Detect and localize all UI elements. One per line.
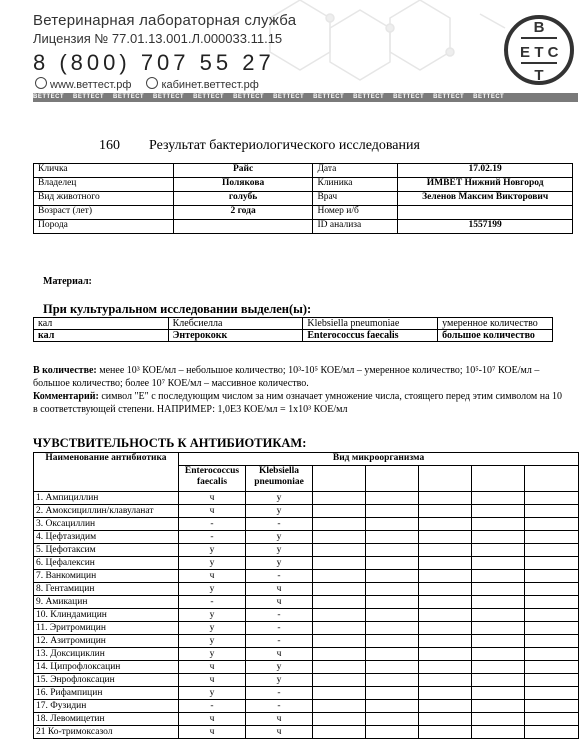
sensitivity-value: у xyxy=(179,635,246,648)
empty-cell xyxy=(366,518,419,531)
table-row xyxy=(34,505,579,518)
sensitivity-value: у xyxy=(179,648,246,661)
empty-cell xyxy=(419,726,472,739)
strip-word: ВЕТТЕСТ xyxy=(473,94,505,100)
strip-word: ВЕТТЕСТ xyxy=(273,94,305,100)
letterhead xyxy=(0,0,586,104)
table-header-row xyxy=(34,453,579,466)
species-value: голубь xyxy=(173,192,313,206)
empty-cell xyxy=(472,596,525,609)
antibiotic-name-header: Наименование антибиотика xyxy=(34,453,179,492)
sensitivity-value: - xyxy=(179,531,246,544)
document-title xyxy=(99,138,420,154)
nickname-value: Райс xyxy=(173,164,313,178)
antibiotic-name: 6. Цефалексин xyxy=(34,557,179,570)
table-row xyxy=(34,330,553,342)
document-number: 160 xyxy=(99,138,120,153)
strip-word: ВЕТТЕСТ xyxy=(153,94,185,100)
sensitivity-value: ч xyxy=(179,505,246,518)
empty-cell xyxy=(525,648,579,661)
antibiotic-name: 1. Ампициллин xyxy=(34,492,179,505)
sensitivity-heading: ЧУВСТВИТЕЛЬНОСТЬ К АНТИБИОТИКАМ: xyxy=(33,436,307,450)
empty-cell xyxy=(313,583,366,596)
sensitivity-value: ч xyxy=(246,583,313,596)
empty-cell xyxy=(313,661,366,674)
empty-cell xyxy=(472,505,525,518)
antibiotic-name: 7. Ванкомицин xyxy=(34,570,179,583)
empty-cell xyxy=(472,687,525,700)
antibiotic-name: 16. Рифампицин xyxy=(34,687,179,700)
antibiotic-name: 8. Гентамицин xyxy=(34,583,179,596)
organism-header: Klebsiella pneumoniae xyxy=(246,466,313,492)
sensitivity-value: у xyxy=(179,557,246,570)
lab-service-title: Ветеринарная лабораторная служба xyxy=(33,12,297,29)
age-value: 2 года xyxy=(173,206,313,220)
sensitivity-value: - xyxy=(246,700,313,713)
isolated-organism: Энтерококк xyxy=(168,330,303,342)
empty-cell xyxy=(366,726,419,739)
table-row xyxy=(34,661,579,674)
strip-word: ВЕТТЕСТ xyxy=(433,94,465,100)
table-row xyxy=(34,700,579,713)
owner-value: Полякова xyxy=(173,178,313,192)
empty-cell xyxy=(313,622,366,635)
empty-cell xyxy=(472,648,525,661)
sensitivity-value: у xyxy=(179,687,246,700)
sensitivity-value: у xyxy=(179,583,246,596)
quantity-text: менее 10³ КОЕ/мл – небольшое количество; 10³-10⁵ КОЕ/мл – умеренное количество; 10⁵-10⁷ КОЕ/мл – большое количество; более 10⁷ КОЕ/мл – массивное количество. xyxy=(33,365,540,389)
sensitivity-value: - xyxy=(179,596,246,609)
empty-cell xyxy=(313,609,366,622)
globe-icon xyxy=(35,77,47,89)
table-row xyxy=(34,713,579,726)
empty-cell xyxy=(525,544,579,557)
cabinet-link[interactable]: кабинет.веттест.рф xyxy=(161,79,259,91)
empty-cell xyxy=(525,609,579,622)
empty-cell xyxy=(472,557,525,570)
quantity-note xyxy=(33,364,563,416)
strip-word: ВЕТТЕСТ xyxy=(73,94,105,100)
empty-cell xyxy=(419,648,472,661)
sensitivity-value: у xyxy=(246,505,313,518)
empty-cell xyxy=(313,557,366,570)
vettest-logo xyxy=(503,8,575,92)
empty-cell xyxy=(313,492,366,505)
empty-cell xyxy=(472,570,525,583)
empty-cell xyxy=(313,713,366,726)
empty-cell xyxy=(313,687,366,700)
empty-cell xyxy=(313,505,366,518)
sensitivity-value: ч xyxy=(179,726,246,739)
card-label: Номер и/б xyxy=(313,206,398,220)
comment-text: символ "E" с последующим числом за ним означает умножение числа, стоящего перед этим символом на 10 в соответствующей степени. НАПРИМЕР: 1,0E3 КОЕ/мл = 1x10³ КОЕ/мл xyxy=(33,391,563,415)
antibiotic-name: 17. Фузидин xyxy=(34,700,179,713)
table-row xyxy=(34,318,553,330)
table-row xyxy=(34,192,573,206)
sensitivity-value: у xyxy=(179,544,246,557)
breed-value xyxy=(173,220,313,234)
empty-cell xyxy=(366,687,419,700)
table-row xyxy=(34,178,573,192)
age-label: Возраст (лет) xyxy=(34,206,174,220)
brand-strip xyxy=(33,93,578,102)
site-link[interactable]: www.веттест.рф xyxy=(50,79,132,91)
antibiotic-name: 12. Азитромицин xyxy=(34,635,179,648)
license-number: Лицензия № 77.01.13.001.Л.000033.11.15 xyxy=(33,31,283,46)
empty-cell xyxy=(525,518,579,531)
empty-cell xyxy=(525,687,579,700)
antibiotic-name: 3. Оксациллин xyxy=(34,518,179,531)
strip-word: ВЕТТЕСТ xyxy=(113,94,145,100)
clinic-label: Клиника xyxy=(313,178,398,192)
empty-cell xyxy=(472,661,525,674)
antibiotic-name: 2. Амоксициллин/клавуланат xyxy=(34,505,179,518)
empty-cell xyxy=(472,674,525,687)
date-label: Дата xyxy=(313,164,398,178)
empty-cell xyxy=(472,609,525,622)
empty-cell xyxy=(472,635,525,648)
sensitivity-value: у xyxy=(246,544,313,557)
comment-label: Комментарий: xyxy=(33,391,99,402)
empty-cell xyxy=(419,674,472,687)
empty-cell xyxy=(472,531,525,544)
sensitivity-value: у xyxy=(246,674,313,687)
isolated-material: кал xyxy=(34,330,169,342)
sensitivity-value: у xyxy=(246,557,313,570)
table-row xyxy=(34,206,573,220)
table-row xyxy=(34,687,579,700)
empty-cell xyxy=(366,700,419,713)
doctor-value: Зеленов Максим Викторович xyxy=(398,192,573,206)
quantity-label: В количестве: xyxy=(33,365,97,376)
antibiotic-name: 13. Доксициклин xyxy=(34,648,179,661)
table-row xyxy=(34,544,579,557)
isolated-amount: умеренное количество xyxy=(438,318,553,330)
organism-header: Enterococcus faecalis xyxy=(179,466,246,492)
sensitivity-value: ч xyxy=(246,726,313,739)
strip-word: ВЕТТЕСТ xyxy=(233,94,265,100)
strip-word: ВЕТТЕСТ xyxy=(313,94,345,100)
card-value xyxy=(398,206,573,220)
empty-cell xyxy=(419,505,472,518)
empty-cell xyxy=(525,583,579,596)
empty-cell xyxy=(419,583,472,596)
antibiotic-name: 21 Ко-тримоксазол xyxy=(34,726,179,739)
isolated-table xyxy=(33,317,553,342)
svg-text:Т: Т xyxy=(534,44,544,61)
empty-cell xyxy=(313,544,366,557)
material-label: Материал: xyxy=(43,276,92,287)
empty-cell xyxy=(472,518,525,531)
table-row xyxy=(34,648,579,661)
svg-text:Е: Е xyxy=(519,44,531,61)
table-row xyxy=(34,492,579,505)
empty-cell xyxy=(525,713,579,726)
svg-text:Т: Т xyxy=(534,67,544,84)
empty-cell xyxy=(525,570,579,583)
empty-cell xyxy=(419,557,472,570)
table-row xyxy=(34,557,579,570)
empty-cell xyxy=(313,700,366,713)
empty-cell xyxy=(366,635,419,648)
sensitivity-value: - xyxy=(246,635,313,648)
antibiotic-name: 11. Эритромицин xyxy=(34,622,179,635)
sensitivity-value: - xyxy=(246,518,313,531)
empty-cell xyxy=(366,557,419,570)
empty-cell xyxy=(366,583,419,596)
empty-cell xyxy=(419,622,472,635)
analysis-id-value: 1557199 xyxy=(398,220,573,234)
table-row xyxy=(34,570,579,583)
strip-word: ВЕТТЕСТ xyxy=(393,94,425,100)
empty-cell xyxy=(419,635,472,648)
date-value: 17.02.19 xyxy=(398,164,573,178)
empty-cell xyxy=(419,713,472,726)
sensitivity-value: у xyxy=(179,622,246,635)
phone-number: 8 (800) 707 55 27 xyxy=(33,50,275,75)
empty-cell xyxy=(525,505,579,518)
strip-word: ВЕТТЕСТ xyxy=(193,94,225,100)
empty-cell xyxy=(472,713,525,726)
empty-cell xyxy=(419,531,472,544)
empty-cell xyxy=(366,713,419,726)
sensitivity-value: ч xyxy=(246,648,313,661)
empty-cell xyxy=(313,596,366,609)
sensitivity-value: у xyxy=(246,531,313,544)
sensitivity-value: ч xyxy=(246,596,313,609)
sensitivity-value: - xyxy=(179,700,246,713)
empty-cell xyxy=(366,622,419,635)
isolated-latin: Klebsiella pneumoniae xyxy=(303,318,438,330)
empty-cell xyxy=(366,505,419,518)
organism-group-header: Вид микроорганизма xyxy=(179,453,579,466)
table-row xyxy=(34,220,573,234)
sensitivity-value: ч xyxy=(179,674,246,687)
contact-links xyxy=(35,77,259,91)
empty-cell xyxy=(472,583,525,596)
empty-cell xyxy=(313,635,366,648)
empty-cell xyxy=(525,661,579,674)
sensitivity-table xyxy=(33,452,579,739)
isolated-heading: При культуральном исследовании выделен(ы): xyxy=(43,302,312,316)
isolated-amount: большое количество xyxy=(438,330,553,342)
empty-cell xyxy=(525,674,579,687)
table-row xyxy=(34,726,579,739)
empty-cell xyxy=(313,674,366,687)
sensitivity-value: ч xyxy=(179,661,246,674)
empty-cell xyxy=(525,635,579,648)
isolated-latin: Enterococcus faecalis xyxy=(303,330,438,342)
antibiotic-name: 14. Ципрофлоксацин xyxy=(34,661,179,674)
patient-info-table xyxy=(33,163,573,234)
table-row xyxy=(34,164,573,178)
sensitivity-value: у xyxy=(246,661,313,674)
empty-cell xyxy=(525,622,579,635)
empty-cell xyxy=(472,700,525,713)
table-row xyxy=(34,622,579,635)
table-row xyxy=(34,674,579,687)
empty-cell xyxy=(525,726,579,739)
strip-word: ВЕТТЕСТ xyxy=(33,94,65,100)
empty-cell xyxy=(419,687,472,700)
antibiotic-name: 4. Цефтазидим xyxy=(34,531,179,544)
empty-cell xyxy=(419,492,472,505)
antibiotic-name: 10. Клиндамицин xyxy=(34,609,179,622)
clinic-value: ИМВЕТ Нижний Новгород xyxy=(398,178,573,192)
sensitivity-value: у xyxy=(246,492,313,505)
empty-cell xyxy=(472,726,525,739)
sensitivity-value: у xyxy=(179,609,246,622)
empty-cell xyxy=(419,661,472,674)
user-icon xyxy=(146,77,158,89)
sensitivity-value: ч xyxy=(179,713,246,726)
empty-cell xyxy=(366,648,419,661)
empty-cell xyxy=(525,492,579,505)
table-row xyxy=(34,609,579,622)
breed-label: Порода xyxy=(34,220,174,234)
empty-cell xyxy=(366,544,419,557)
empty-cell xyxy=(525,531,579,544)
antibiotic-name: 15. Энрофлоксацин xyxy=(34,674,179,687)
empty-cell xyxy=(366,596,419,609)
table-row xyxy=(34,583,579,596)
table-row xyxy=(34,635,579,648)
empty-cell xyxy=(472,544,525,557)
empty-cell xyxy=(525,596,579,609)
empty-cell xyxy=(366,570,419,583)
empty-cell xyxy=(419,609,472,622)
empty-cell xyxy=(472,622,525,635)
sensitivity-value: ч xyxy=(179,570,246,583)
empty-cell xyxy=(419,544,472,557)
empty-cell xyxy=(366,661,419,674)
empty-cell xyxy=(366,492,419,505)
antibiotic-name: 5. Цефотаксим xyxy=(34,544,179,557)
svg-text:В: В xyxy=(533,19,545,36)
sensitivity-value: - xyxy=(179,518,246,531)
antibiotic-name: 9. Амикацин xyxy=(34,596,179,609)
sensitivity-value: - xyxy=(246,622,313,635)
species-label: Вид животного xyxy=(34,192,174,206)
sensitivity-value: - xyxy=(246,570,313,583)
table-row xyxy=(34,518,579,531)
antibiotic-name: 18. Левомицетин xyxy=(34,713,179,726)
svg-text:С: С xyxy=(547,44,559,61)
empty-cell xyxy=(525,557,579,570)
document-title-text: Результат бактериологического исследования xyxy=(149,138,420,153)
sensitivity-value: - xyxy=(246,609,313,622)
empty-cell xyxy=(419,700,472,713)
sensitivity-value: ч xyxy=(179,492,246,505)
table-row xyxy=(34,531,579,544)
analysis-id-label: ID анализа xyxy=(313,220,398,234)
empty-cell xyxy=(366,609,419,622)
empty-cell xyxy=(419,596,472,609)
empty-cell xyxy=(419,518,472,531)
sensitivity-value: ч xyxy=(246,713,313,726)
isolated-organism: Клебсиелла xyxy=(168,318,303,330)
empty-cell xyxy=(313,648,366,661)
empty-cell xyxy=(366,531,419,544)
empty-cell xyxy=(313,531,366,544)
strip-word: ВЕТТЕСТ xyxy=(353,94,385,100)
empty-cell xyxy=(313,726,366,739)
isolated-material: кал xyxy=(34,318,169,330)
table-row xyxy=(34,596,579,609)
empty-cell xyxy=(313,518,366,531)
sensitivity-value: - xyxy=(246,687,313,700)
owner-label: Владелец xyxy=(34,178,174,192)
empty-cell xyxy=(313,570,366,583)
empty-cell xyxy=(472,492,525,505)
nickname-label: Кличка xyxy=(34,164,174,178)
empty-cell xyxy=(525,700,579,713)
empty-cell xyxy=(419,570,472,583)
empty-cell xyxy=(366,674,419,687)
doctor-label: Врач xyxy=(313,192,398,206)
